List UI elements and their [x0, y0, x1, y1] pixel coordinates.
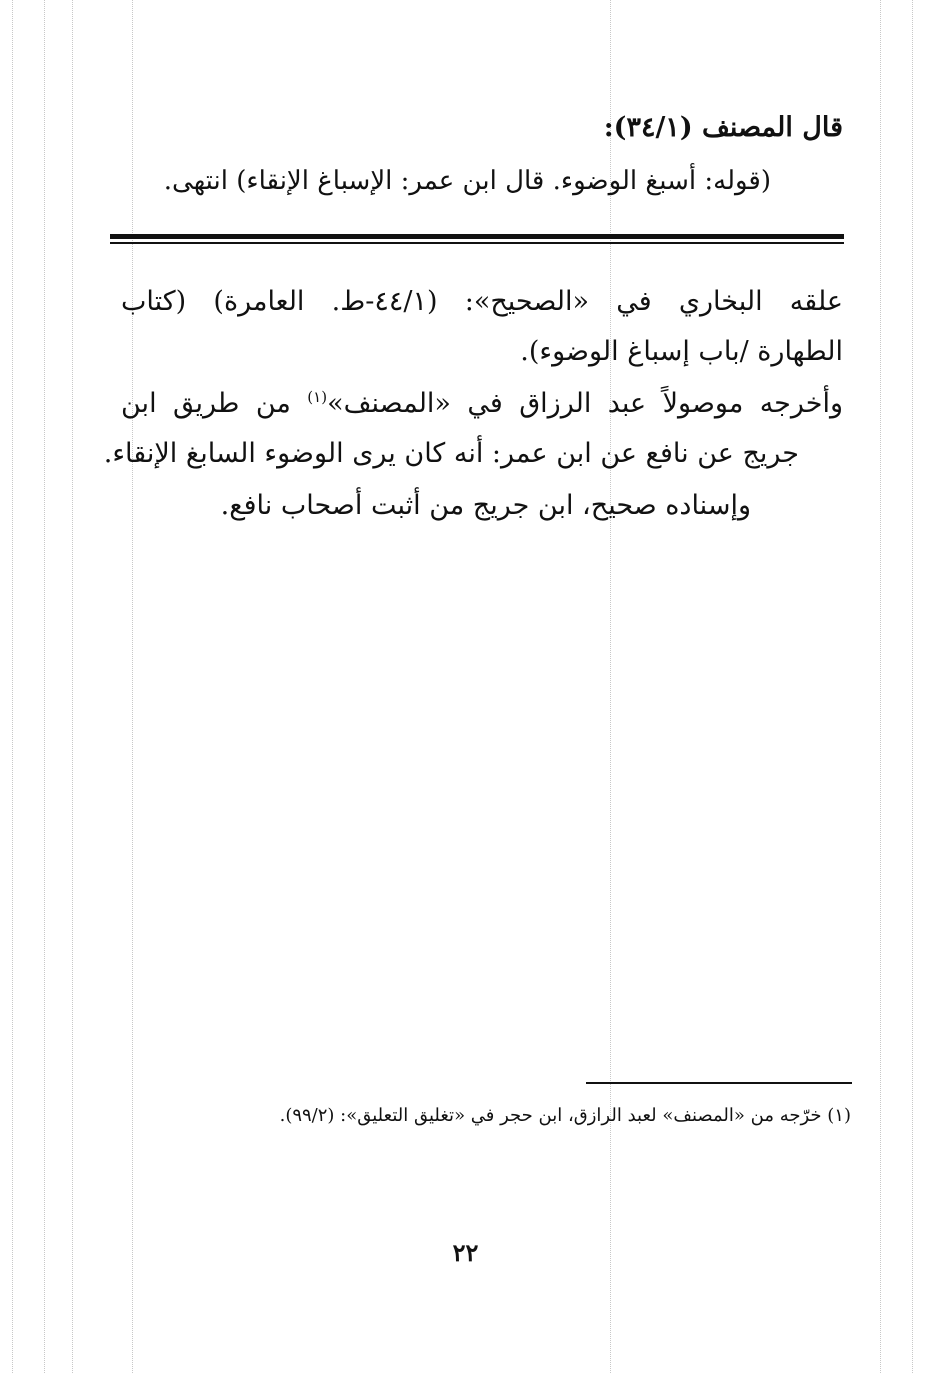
quoted-text: (قوله: أسبغ الوضوء. قال ابن عمر: الإسباغ الإنقاء) انتهى. — [163, 166, 771, 196]
body-line-3 — [121, 388, 843, 419]
scan-artifact-line — [12, 0, 13, 1373]
page-number: ٢٢ — [452, 1238, 479, 1267]
section-heading: قال المصنف (٣٤/١): — [603, 112, 843, 143]
body-line-3-end: من طريق ابن — [121, 388, 308, 419]
footnote: (١) خرّجه من «المصنف» لعبد الرازق، ابن حجر في «تغليق التعليق»: (٩٩/٢). — [279, 1105, 851, 1126]
scan-artifact-line — [912, 0, 913, 1373]
scan-artifact-line — [44, 0, 45, 1373]
body-line-5: وإسناده صحيح، ابن جريج من أثبت أصحاب نافع. — [220, 490, 751, 521]
scan-artifact-line — [72, 0, 73, 1373]
body-line-2: الطهارة /باب إسباغ الوضوء). — [520, 336, 843, 367]
divider-thin-line — [110, 242, 844, 244]
footnote-separator — [586, 1082, 852, 1084]
scan-artifact-line — [132, 0, 133, 1373]
scan-artifact-line — [610, 0, 611, 1373]
scan-artifact-line — [880, 0, 881, 1373]
body-line-1: علقه البخاري في «الصحيح»: (٤٤/١-ط. العامرة) (كتاب — [121, 286, 843, 317]
divider-thick-line — [110, 234, 844, 239]
body-line-3-start: وأخرجه موصولاً عبد الرزاق في «المصنف» — [327, 388, 843, 419]
footnote-reference: (١) — [307, 388, 328, 406]
section-divider — [110, 234, 844, 245]
body-line-4: جريج عن نافع عن ابن عمر: أنه كان يرى الوضوء السابغ الإنقاء. — [103, 438, 799, 469]
